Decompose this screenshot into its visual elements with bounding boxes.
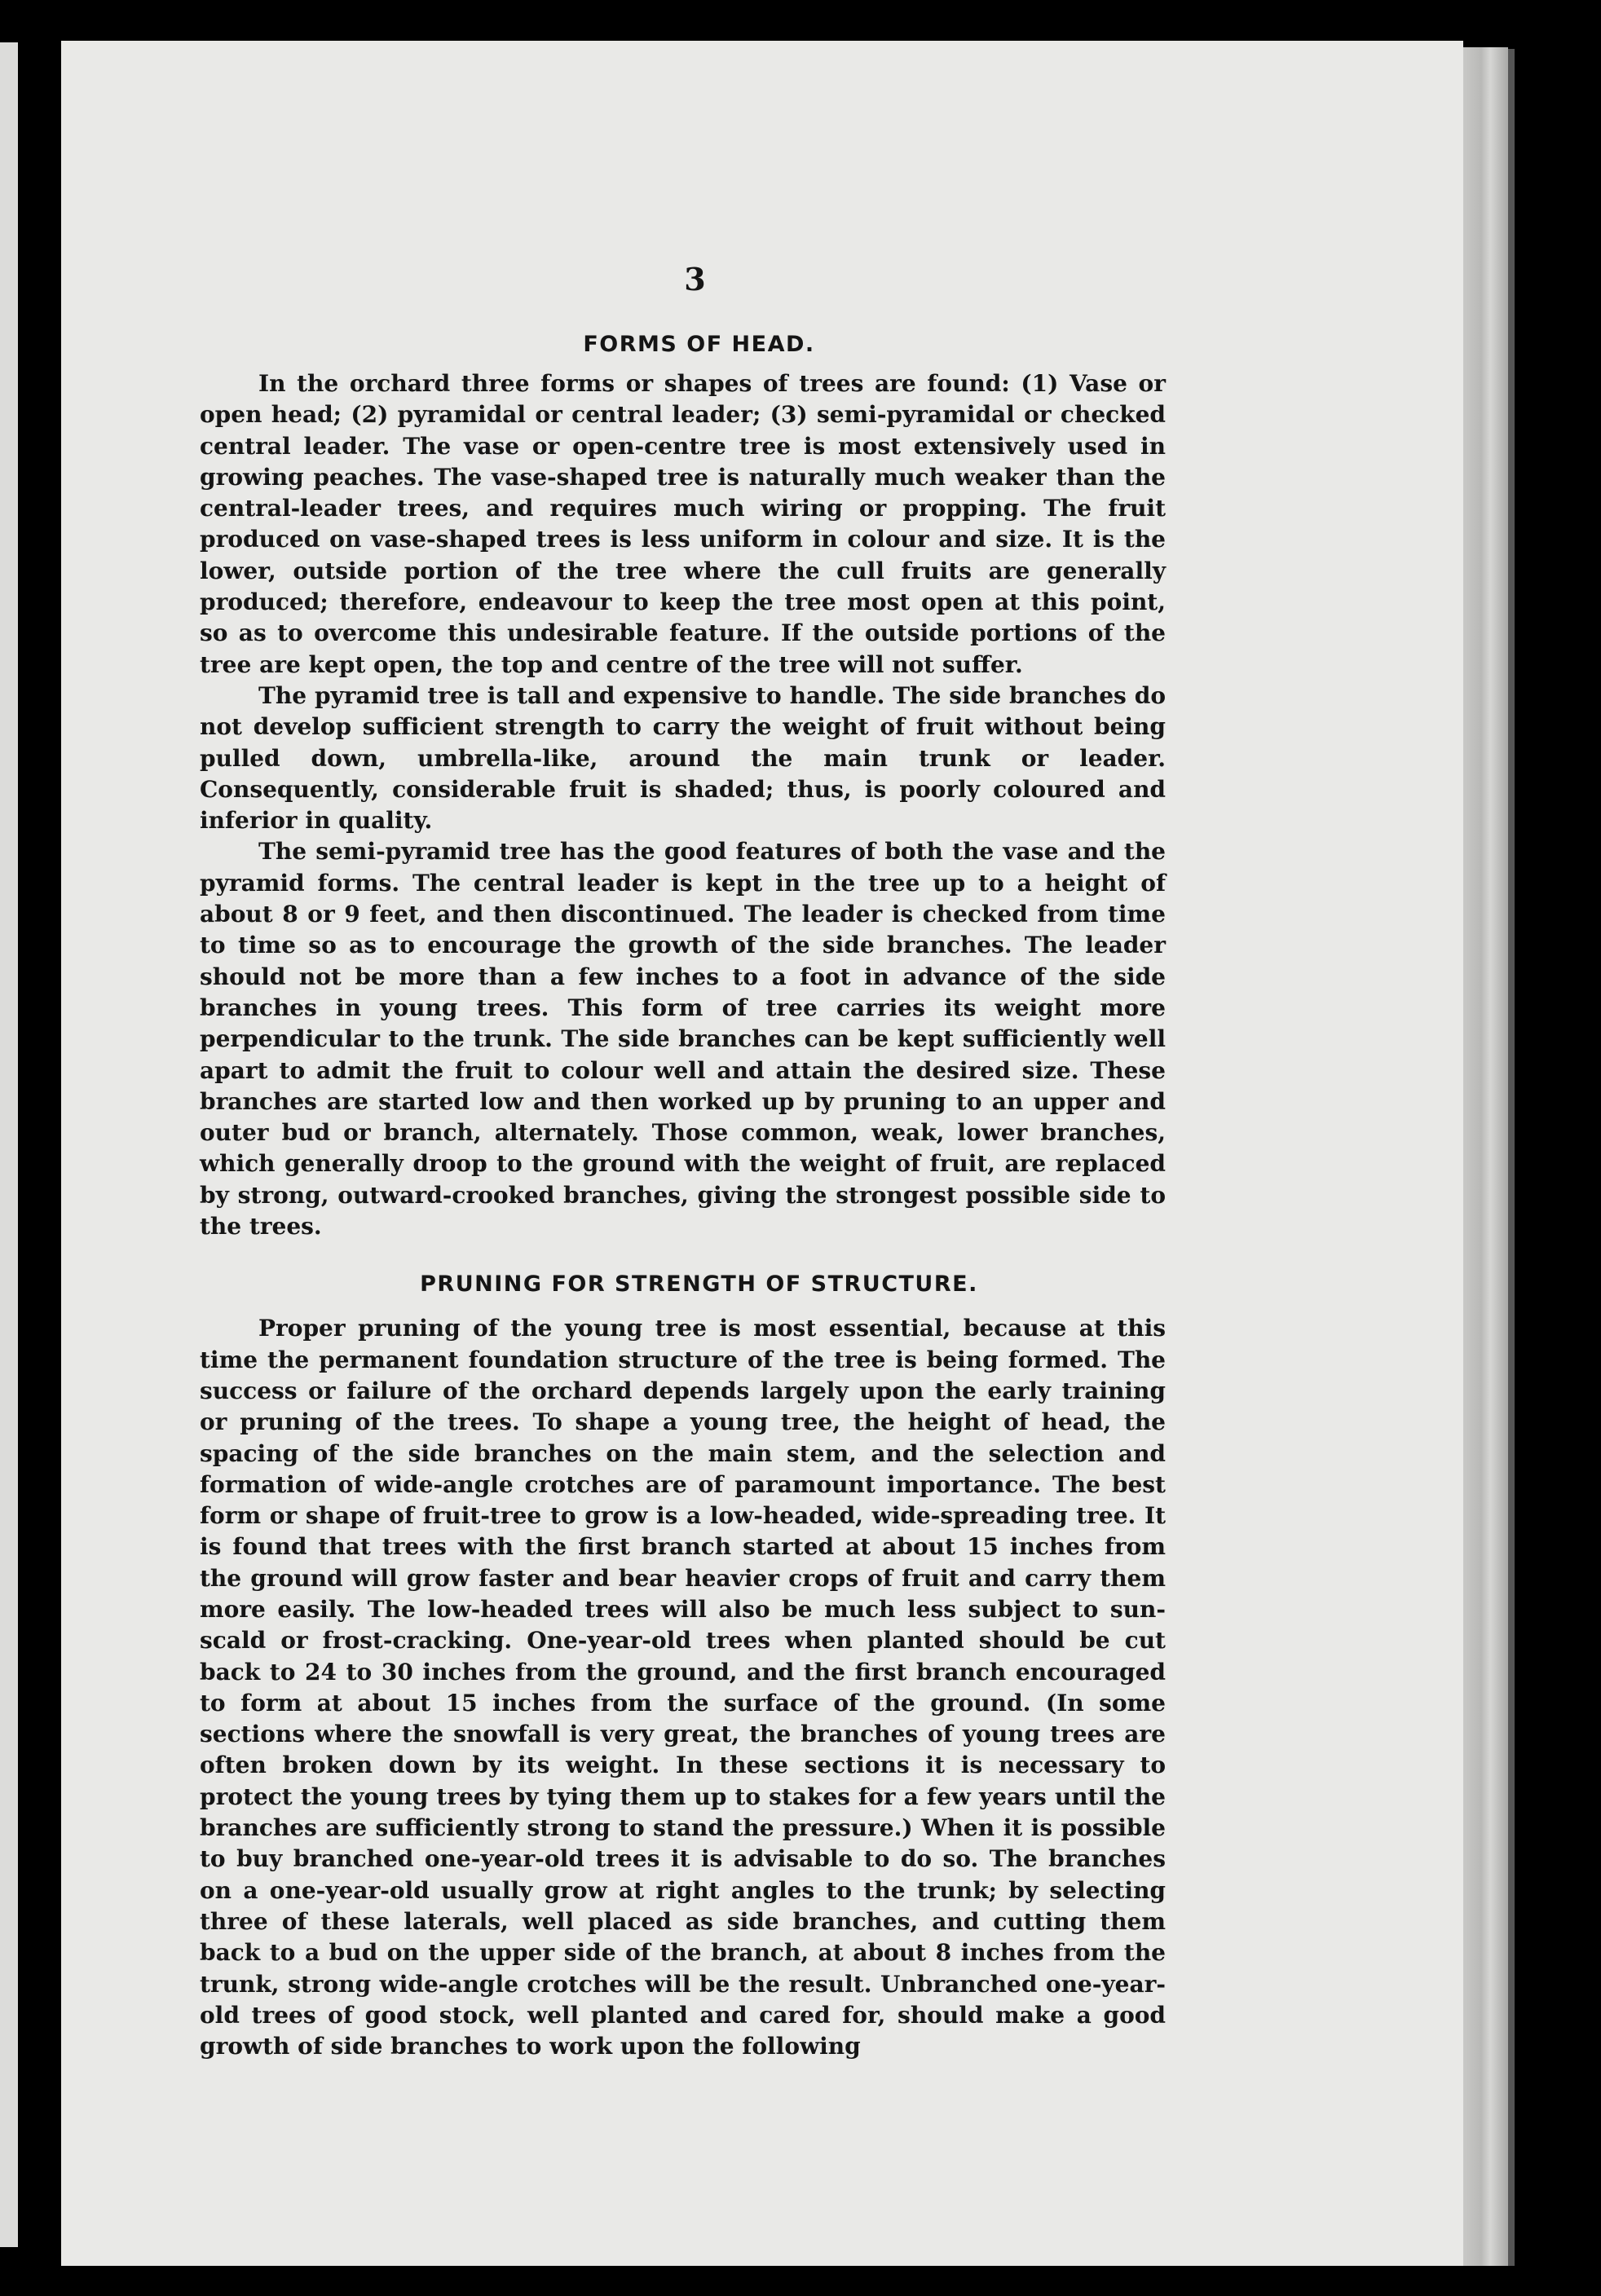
- text-column: [200, 261, 1166, 2062]
- paragraph: The pyramid tree is tall and expensive to handle. The side branches do not develop sufficient strength to carry the weight of fruit without being pulled down, umbrella-like, around the main trunk or leader. Consequently, considerable fruit is shaded; thus, is poorly coloured and inferior in quality.: [200, 681, 1166, 835]
- page-edge-shadow: [1508, 49, 1515, 2266]
- paragraph: Proper pruning of the young tree is most essential, because at this time the permanent foundation structure of the tree is being formed. The success or failure of the orchard depends largely upon the early training or pruning of the trees. To shape a young tree, the height of head, the spacing of the side branches on the main stem, and the selection and formation of wide-angle crotches are of paramount importance. The best form or shape of fruit-tree to grow is a low-headed, wide-spreading tree. It is found that trees with the first branch started at about 15 inches from the ground will grow faster and bear heavier crops of fruit and carry them more easily. The low-headed trees will also be much less subject to sun-scald or frost-cracking. One-year-old trees when planted should be cut back to 24 to 30 inches from the ground, and the first branch encouraged to form at about 15 inches from the surface of the ground. (In some sections where the snowfall is very great, the branches of young trees are often broken down by its weight. In these sections it is necessary to protect the young trees by tying them up to stakes for a few years until the branches are sufficiently strong to stand the pressure.) When it is possible to buy branched one-year-old trees it is advisable to do so. The branches on a one-year-old usually grow at right angles to the trunk; by selecting three of these laterals, well placed as side branches, and cutting them back to a bud on the upper side of the branch, at about 8 inches from the trunk, strong wide-angle crotches will be the result. Unbranched one-year-old trees of good stock, well planted and cared for, should make a good growth of side branches to work upon the following: [200, 1315, 1166, 2060]
- page-stack-edge: [1463, 47, 1508, 2266]
- section-heading-pruning: PRUNING FOR STRENGTH OF STRUCTURE.: [420, 1271, 978, 1298]
- paragraph: The semi-pyramid tree has the good features of both the vase and the pyramid forms. The central leader is kept in the tree up to a height of about 8 or 9 feet, and then discontinued. The leader is checked from time to time so as to encourage the growth of the side branches. The leader should not be more than a few inches to a foot in advance of the side branches in young trees. This form of tree carries its weight more perpendicular to the trunk. The side branches can be kept sufficiently well apart to admit the fruit to colour well and attain the desired size. These branches are started low and then worked up by pruning to an upper and outer bud or branch, alternately. Those common, weak, lower branches, which generally droop to the ground with the weight of fruit, are replaced by strong, outward-crooked branches, giving the strongest possible side to the trees.: [200, 838, 1166, 1241]
- adjacent-page-edge: [0, 42, 18, 2247]
- paragraph: In the orchard three forms or shapes of trees are found: (1) Vase or open head; (2) pyramidal or central leader; (3) semi-pyramidal or checked central leader. The vase or open-centre tree is most extensively used in growing peaches. The vase-shaped tree is naturally much weaker than the central-leader trees, and requires much wiring or propping. The fruit produced on vase-shaped trees is less uniform in colour and size. It is the lower, outside portion of the tree where the cull fruits are generally produced; therefore, endeavour to keep the tree most open at this point, so as to overcome this undesirable feature. If the outside portions of the tree are kept open, the top and centre of the tree will not suffer.: [200, 370, 1166, 678]
- page-number: 3: [684, 261, 706, 297]
- section-heading-forms-of-head: FORMS OF HEAD.: [583, 332, 815, 357]
